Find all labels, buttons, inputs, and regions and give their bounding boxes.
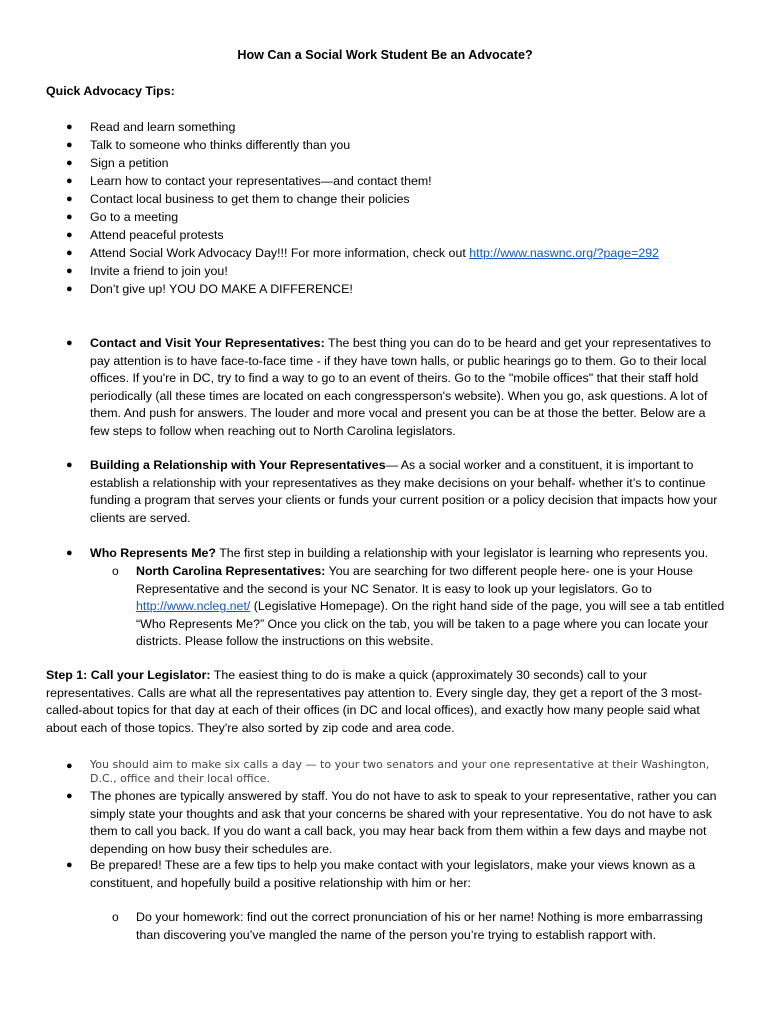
who-heading: Who Represents Me?: [90, 546, 216, 560]
tips-heading: Quick Advocacy Tips:: [46, 84, 175, 98]
relationship-heading: Building a Relationship with Your Representatives: [90, 458, 386, 472]
list-item: ● Sign a petition: [46, 155, 736, 173]
contact-body: The best thing you can do to be heard and get your representatives to pay attention is to have face-to-face time - if they have town halls, or public hearings go to them. Go to their local offices. If you're in DC, try to find a way to go to an event of theirs. Go to the "mobile offices" that their staff hold periodically (all these times are located on each congressperson's website). When you go, ask questions. A lot of them. And push for answers. The louder and more vocal and present you can be at those the better. Below are a few steps to follow when reaching out to North Carolina legislators.: [90, 336, 712, 438]
nc-heading: North Carolina Representatives:: [136, 564, 326, 578]
list-item: ● Read and learn something: [46, 119, 736, 137]
sub-bullet-icon: o: [112, 910, 119, 924]
step1-body: The easiest thing to do is make a quick (approximately 30 seconds) call to your representatives. Calls are what all the representatives pay attention to. Every single day, they get a report of the 3 most-called-about topics for that day at each of their offices (in DC and local offices), and exactly how many people said what about each of those topics. They're also sorted by zip code and area code.: [46, 668, 703, 735]
list-item: ● Don’t give up! YOU DO MAKE A DIFFERENCE!: [46, 281, 736, 299]
bullet-icon: ●: [66, 175, 73, 187]
bullet-icon: ●: [66, 547, 73, 559]
quick-tips-list: [46, 119, 736, 299]
bullet-icon: ●: [66, 283, 73, 295]
list-item: ● Go to a meeting: [46, 209, 736, 227]
bullet-icon: ●: [66, 157, 73, 169]
bullet-icon: ●: [66, 459, 73, 471]
contact-section: [46, 335, 726, 441]
list-item: ● Talk to someone who thinks differently than you: [46, 137, 736, 155]
bullet-icon: ●: [66, 265, 73, 277]
who-represents-section: [46, 545, 726, 563]
bullet-icon: ●: [66, 211, 73, 223]
contact-heading: Contact and Visit Your Representatives:: [90, 336, 325, 350]
bullet-icon: ●: [66, 121, 73, 133]
bullet-icon: ●: [66, 790, 73, 802]
bullet-icon: ●: [66, 859, 73, 871]
step1-heading: Step 1: Call your Legislator:: [46, 668, 211, 682]
list-item: ● Attend peaceful protests: [46, 227, 736, 245]
who-body: The first step in building a relationship with your legislator is learning who represents you.: [216, 546, 709, 560]
sub-bullet-icon: o: [112, 564, 119, 578]
list-item: ● Invite a friend to join you!: [46, 263, 736, 281]
naswnc-link[interactable]: http://www.naswnc.org/?page=292: [469, 246, 660, 260]
list-item-advocacy-day: ● Attend Social Work Advocacy Day!!! For more information, check out http://www.naswnc.org/?page=292: [46, 245, 736, 263]
call-tip-prepared: ● Be prepared! These are a few tips to help you make contact with your legislators, make your views known as a constituent, and hopefully build a positive relationship with him or her:: [66, 858, 696, 890]
bullet-icon: ●: [66, 760, 73, 772]
bullet-icon: ●: [66, 247, 73, 259]
relationship-body: — As a social worker and a constituent, it is important to establish a relationship with your representatives as they make decisions on your behalf- whether it’s to continue funding a program that serves your clients or funds your current position or a policy decision that impacts how your clients are served.: [90, 458, 718, 525]
step1-paragraph: [46, 667, 726, 737]
call-tip-phones: ● The phones are typically answered by staff. You do not have to ask to speak to your representative, rather you can simply state your thoughts and ask that your concerns be shared with your representative. You do not have to ask them to call you back. If you do want a call back, you may hear back from them within a few days and maybe not depending on how busy their schedules are.: [66, 789, 717, 856]
bullet-icon: ●: [66, 337, 73, 349]
ncleg-link[interactable]: http://www.ncleg.net/: [136, 599, 251, 614]
call-tip-six-calls: ● You should aim to make six calls a day — to your two senators and your one representative at their Washington, D.C., office and their local office.: [66, 758, 710, 785]
homework-tip: o Do your homework: find out the correct pronunciation of his or her name! Nothing is more embarrassing than discovering you’ve mangled the name of the person you’re trying to establish rapport with.: [112, 910, 703, 942]
list-item: ● Learn how to contact your representatives—and contact them!: [46, 173, 736, 191]
relationship-section: [46, 457, 726, 527]
list-item: ● Contact local business to get them to change their policies: [46, 191, 736, 209]
bullet-icon: ●: [66, 193, 73, 205]
bullet-icon: ●: [66, 229, 73, 241]
nc-representatives-section: o North Carolina Representatives: You are searching for two different people here- one is your House Representative and the second is your NC Senator. It is easy to look up your legislators. Go to http://www.ncleg.net/ (Legislative Homepage). On the right hand side of the page, you will see a tab entitled “Who Represents Me?” Once you click on the tab, you will be taken to a page where you can locate your districts. Please follow the instructions on this website.: [112, 564, 725, 649]
page-title: How Can a Social Work Student Be an Advocate?: [237, 48, 533, 62]
bullet-icon: ●: [66, 139, 73, 151]
